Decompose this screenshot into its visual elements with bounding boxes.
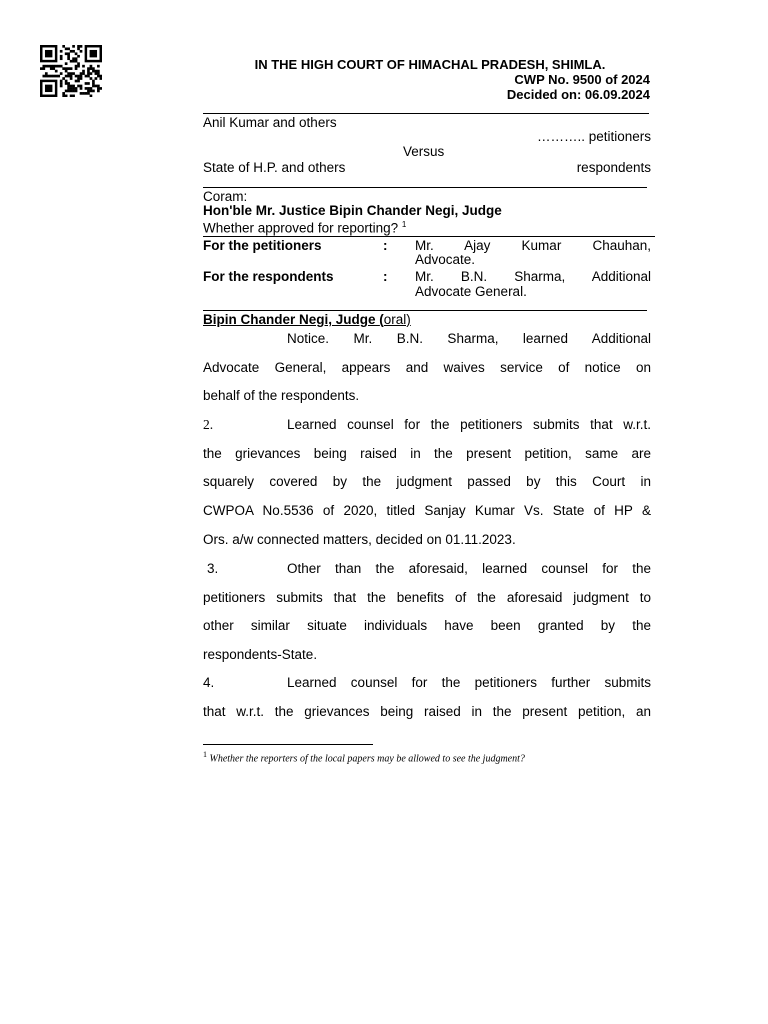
footnote-text: Whether the reporters of the local papers may be allowed to see the judgment? <box>209 753 525 765</box>
decision-date: Decided on: 06.09.2024 <box>506 87 650 102</box>
divider <box>203 310 647 311</box>
paragraph-2-line: the grievances being raised in the present petition, same are <box>203 446 651 461</box>
divider <box>203 236 655 237</box>
judgment-author <box>203 312 411 328</box>
case-number: CWP No. 9500 of 2024 <box>514 72 650 87</box>
author-name: Bipin Chander Negi, Judge <box>203 312 376 327</box>
petitioner-name: Anil Kumar and others <box>203 115 337 130</box>
respondents-counsel-line2: Advocate General. <box>415 284 527 299</box>
versus-label: Versus <box>403 144 445 159</box>
petitioners-colon: : <box>383 238 388 253</box>
divider <box>203 187 647 188</box>
paragraph-2-number: 2. <box>203 417 214 432</box>
paragraph-4-number: 4. <box>203 675 215 690</box>
paragraph-3-number: 3. <box>207 561 219 576</box>
coram-label: Coram: <box>203 189 248 204</box>
paragraph-1-line: Notice. Mr. B.N. Sharma, learned Additional <box>287 331 651 346</box>
respondents-counsel-label: For the respondents <box>203 269 334 284</box>
author-paren: ( <box>379 312 384 327</box>
reporting-question-text: Whether approved for reporting? <box>203 220 399 236</box>
footnote <box>203 750 525 764</box>
qr-code <box>40 45 102 97</box>
paragraph-4-line: that w.r.t. the grievances being raised in the present petition, an <box>203 704 651 719</box>
petitioners-counsel-line1: Mr. Ajay Kumar Chauhan, <box>415 238 651 253</box>
respondent-role: respondents <box>576 160 651 175</box>
paragraph-2-line: Ors. a/w connected matters, decided on 01.11.2023. <box>203 532 516 547</box>
paragraph-2-line: CWPOA No.5536 of 2020, titled Sanjay Kumar Vs. State of HP & <box>203 503 651 518</box>
court-title: IN THE HIGH COURT OF HIMACHAL PRADESH, SHIMLA. <box>254 57 606 72</box>
respondents-colon: : <box>383 269 388 284</box>
paragraph-1-line: Advocate General, appears and waives service of notice on <box>203 360 651 375</box>
petitioners-counsel-line2: Advocate. <box>415 252 476 267</box>
respondent-name: State of H.P. and others <box>203 160 346 175</box>
coram-judge: Hon'ble Mr. Justice Bipin Chander Negi, Judge <box>203 203 502 218</box>
divider <box>203 113 649 114</box>
paragraph-3-line: Other than the aforesaid, learned counsel for the <box>287 561 651 576</box>
paragraph-3-line: other similar situate individuals have been granted by the <box>203 618 651 633</box>
paragraph-3-line: respondents-State. <box>203 647 318 662</box>
footnote-number: 1 <box>203 750 207 759</box>
petitioner-role: ……….. petitioners <box>536 129 651 144</box>
respondents-counsel-line1: Mr. B.N. Sharma, Additional <box>415 269 651 284</box>
paragraph-1-line: behalf of the respondents. <box>203 388 360 403</box>
paragraph-3-line: petitioners submits that the benefits of the aforesaid judgment to <box>203 590 651 605</box>
paragraph-2-line: Learned counsel for the petitioners submits that w.r.t. <box>287 417 651 432</box>
footnote-divider <box>203 744 373 745</box>
paragraph-2-line: squarely covered by the judgment passed by this Court in <box>203 474 651 489</box>
author-suffix: oral) <box>383 312 411 327</box>
footnote-ref: 1 <box>401 220 407 229</box>
paragraph-4-line: Learned counsel for the petitioners further submits <box>287 675 651 690</box>
petitioners-counsel-label: For the petitioners <box>203 238 322 253</box>
reporting-question <box>203 217 406 237</box>
